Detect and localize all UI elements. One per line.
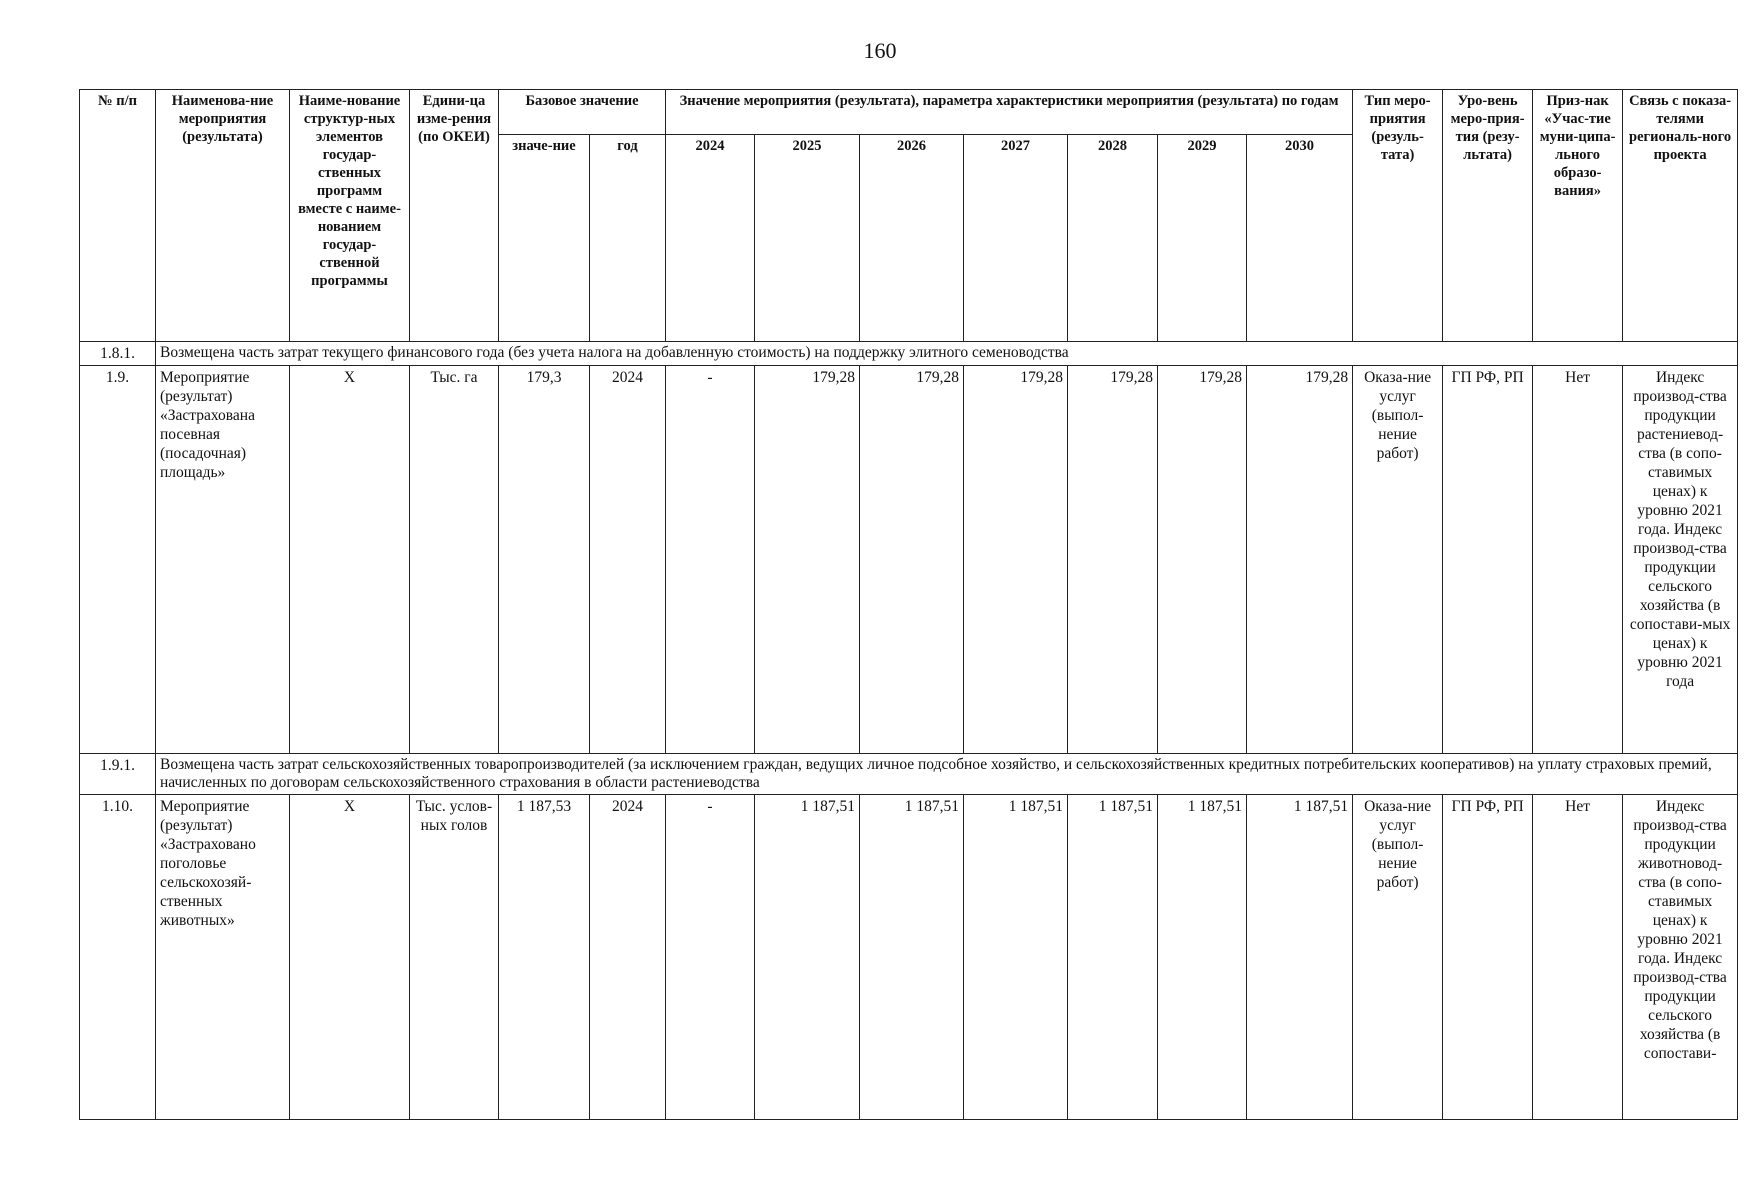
header-name: Наименова-ние мероприятия (результата) — [156, 90, 290, 342]
table-row — [80, 366, 1738, 754]
row-value-2025: 179,28 — [755, 366, 860, 754]
row-base-value: 1 187,53 — [499, 795, 590, 1120]
header-type: Тип меро-приятия (резуль-тата) — [1353, 90, 1443, 342]
header-year-2029: 2029 — [1158, 135, 1247, 342]
row-base-year: 2024 — [590, 366, 666, 754]
row-unit: Тыс. га — [410, 366, 499, 754]
row-value-2028: 1 187,51 — [1068, 795, 1158, 1120]
row-value-2030: 1 187,51 — [1247, 795, 1353, 1120]
section-num: 1.9.1. — [80, 754, 156, 795]
row-link: Индекс производ-ства продукции растениевод-ства (в сопо-ставимых ценах) к уровню 2021 года. Индекс производ-ства продукции сельского хозяйства (в сопостави-мых ценах) к уровню 2021 года — [1623, 366, 1738, 754]
header-base-value-val: значе-ние — [499, 135, 590, 342]
row-num: 1.9. — [80, 366, 156, 754]
row-base-year: 2024 — [590, 795, 666, 1120]
row-structural: Х — [290, 366, 410, 754]
header-structural: Наиме-нование структур-ных элементов государ-ственных программ вместе с наиме-нованием государ-ственной программы — [290, 90, 410, 342]
row-unit: Тыс. услов-ных голов — [410, 795, 499, 1120]
header-level: Уро-вень меро-прия-тия (резу-льтата) — [1443, 90, 1533, 342]
row-num: 1.10. — [80, 795, 156, 1120]
row-type: Оказа-ние услуг (выпол-нение работ) — [1353, 795, 1443, 1120]
row-name: Мероприятие (результат) «Застрахована посевная (посадочная) площадь» — [156, 366, 290, 754]
row-value-2026: 1 187,51 — [860, 795, 964, 1120]
section-row — [80, 754, 1738, 795]
row-structural: Х — [290, 795, 410, 1120]
row-name: Мероприятие (результат) «Застраховано поголовье сельскохозяй-ственных животных» — [156, 795, 290, 1120]
header-link: Связь с показа-телями региональ-ного проекта — [1623, 90, 1738, 342]
results-table — [79, 89, 1738, 1120]
row-level: ГП РФ, РП — [1443, 795, 1533, 1120]
row-value-2030: 179,28 — [1247, 366, 1353, 754]
header-years-group: Значение мероприятия (результата), параметра характеристики мероприятия (результата) по годам — [666, 90, 1353, 135]
header-year-2030: 2030 — [1247, 135, 1353, 342]
row-value-2026: 179,28 — [860, 366, 964, 754]
section-num: 1.8.1. — [80, 342, 156, 366]
table-row — [80, 795, 1738, 1120]
header-year-2024: 2024 — [666, 135, 755, 342]
header-base-value: Базовое значение — [499, 90, 666, 135]
row-municipal: Нет — [1533, 795, 1623, 1120]
header-base-value-year: год — [590, 135, 666, 342]
header-year-2025: 2025 — [755, 135, 860, 342]
header-municipal: Приз-нак «Учас-тие муни-ципа-льного образо-вания» — [1533, 90, 1623, 342]
row-value-2025: 1 187,51 — [755, 795, 860, 1120]
row-link: Индекс производ-ства продукции животновод-ства (в сопо-ставимых ценах) к уровню 2021 года. Индекс производ-ства продукции сельского хозяйства (в сопостави- — [1623, 795, 1738, 1120]
page-number: 160 — [863, 38, 897, 63]
header-year-2028: 2028 — [1068, 135, 1158, 342]
row-value-2024: - — [666, 366, 755, 754]
section-text: Возмещена часть затрат сельскохозяйственных товаропроизводителей (за исключением граждан, ведущих личное подсобное хозяйство, и сельскохозяйственных кредитных потребительских кооперативов) на уплату страховых премий, начисленных по договорам сельскохозяйственного страхования в области растениеводства — [156, 754, 1738, 795]
row-municipal: Нет — [1533, 366, 1623, 754]
header-year-2026: 2026 — [860, 135, 964, 342]
row-type: Оказа-ние услуг (выпол-нение работ) — [1353, 366, 1443, 754]
row-value-2027: 1 187,51 — [964, 795, 1068, 1120]
section-text: Возмещена часть затрат текущего финансового года (без учета налога на добавленную стоимость) на поддержку элитного семеноводства — [156, 342, 1738, 366]
row-level: ГП РФ, РП — [1443, 366, 1533, 754]
header-num: № п/п — [80, 90, 156, 342]
row-value-2029: 1 187,51 — [1158, 795, 1247, 1120]
row-base-value: 179,3 — [499, 366, 590, 754]
section-row — [80, 342, 1738, 366]
header-unit: Едини-ца изме-рения (по ОКЕИ) — [410, 90, 499, 342]
row-value-2027: 179,28 — [964, 366, 1068, 754]
row-value-2029: 179,28 — [1158, 366, 1247, 754]
row-value-2028: 179,28 — [1068, 366, 1158, 754]
header-year-2027: 2027 — [964, 135, 1068, 342]
row-value-2024: - — [666, 795, 755, 1120]
